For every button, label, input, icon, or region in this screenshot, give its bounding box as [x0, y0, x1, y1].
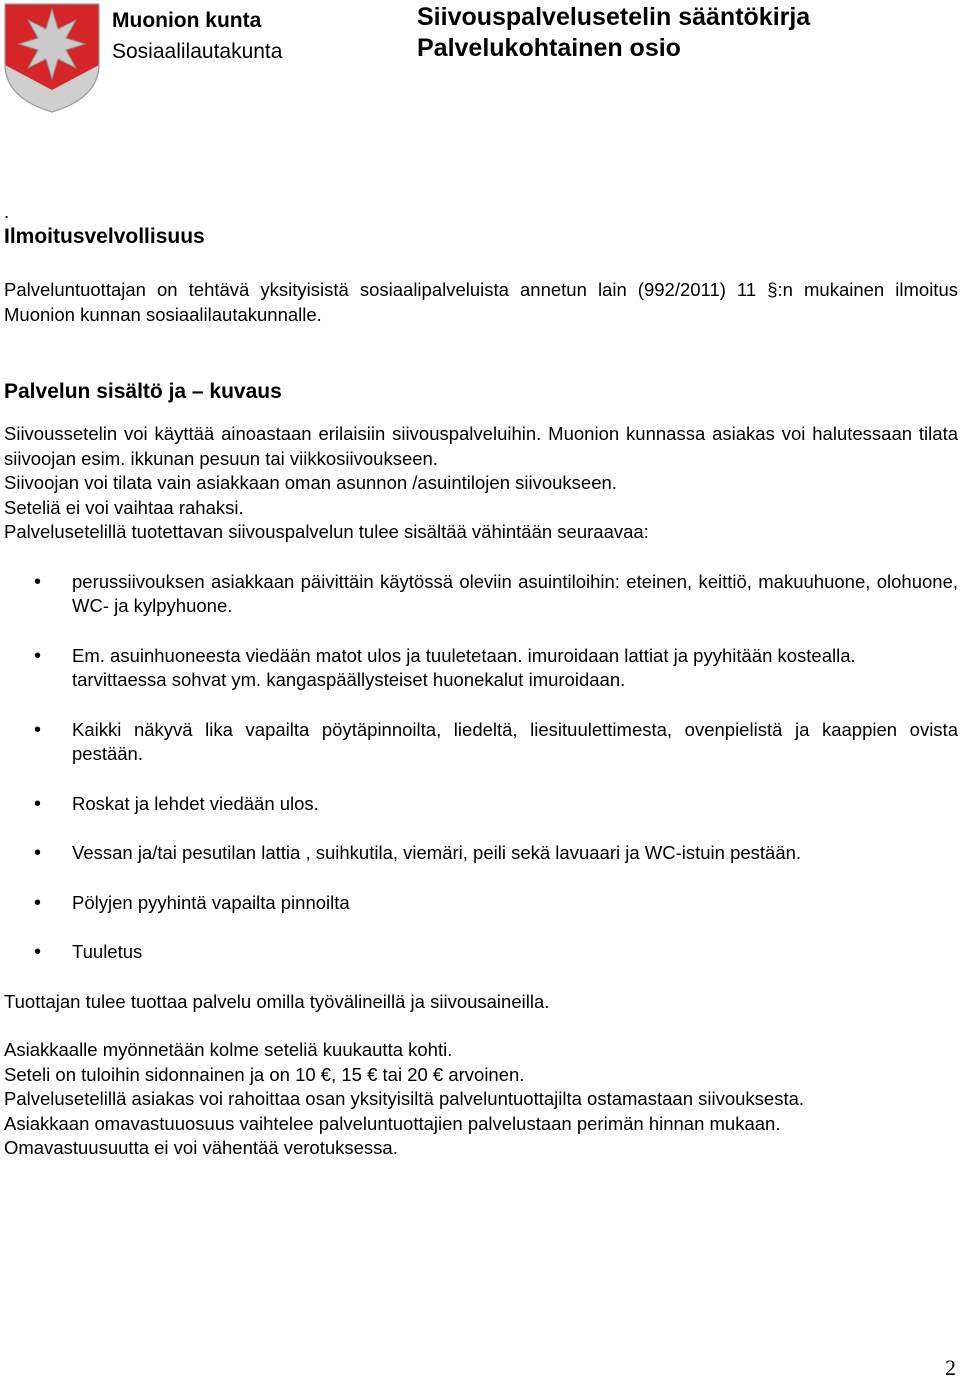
voucher-details	[4, 1038, 958, 1161]
coat-of-arms-logo	[3, 2, 101, 114]
stray-dot: .	[4, 201, 10, 222]
tools-sentence: Tuottajan tulee tuottaa palvelu omilla työvälineillä ja siivousaineilla.	[4, 990, 550, 1012]
org-unit: Sosiaalilautakunta	[112, 40, 283, 63]
org-name: Muonion kunta	[112, 9, 262, 32]
list-item	[4, 644, 958, 693]
document-body	[4, 200, 958, 1161]
list-item	[4, 792, 958, 817]
document-subtitle: Palvelukohtainen osio	[417, 34, 681, 62]
content-intro	[4, 422, 958, 545]
intro-line: Seteliä ei voi vaihtaa rahaksi.	[4, 496, 244, 518]
requirements-list	[4, 570, 958, 965]
page-number: 2	[945, 1355, 956, 1380]
intro-line: Siivoussetelin voi käyttää ainoastaan erilaisiin siivouspalveluihin. Muonion kunnassa asiakas voi halutessaan tilata siivoojan esim. ikkunan pesuun tai viikkosiivoukseen.	[4, 423, 958, 469]
list-item-text: Roskat ja lehdet viedään ulos.	[72, 792, 319, 814]
list-item-text: Kaikki näkyvä lika vapailta pöytäpinnoilta, liedeltä, liesituulettimesta, ovenpielistä ja kaappien ovista pestään.	[72, 718, 958, 764]
document-title: Siivouspalvelusetelin sääntökirja	[417, 3, 811, 31]
list-item	[4, 718, 958, 767]
list-item	[4, 570, 958, 619]
list-item	[4, 841, 958, 866]
list-item-text: tarvittaessa sohvat ym. kangaspäällysteiset huonekalut imuroidaan.	[72, 669, 626, 690]
notification-paragraph: Palveluntuottajan on tehtävä yksityisistä sosiaalipalveluista annetun lain (992/2011) 11 §:n mukainen ilmoitus Muonion kunnan sosiaalilautakunnalle.	[4, 279, 958, 325]
list-item-text: Vessan ja/tai pesutilan lattia , suihkutila, viemäri, peili sekä lavuaari ja WC-istuin pestään.	[72, 842, 802, 863]
voucher-line: Palvelusetelillä asiakas voi rahoittaa osan yksityisiltä palveluntuottajilta ostamastaan siivouksesta.	[4, 1088, 805, 1109]
list-item	[4, 940, 958, 965]
list-item-text: Pölyjen pyyhintä vapailta pinnoilta	[72, 891, 350, 913]
list-item-text: perussiivouksen asiakkaan päivittäin käytössä oleviin asuintiloihin: eteinen, keittiö, makuuhuone, olohuone, WC- ja kylpyhuone.	[72, 570, 958, 616]
voucher-line: Seteli on tuloihin sidonnainen ja on 10 €, 15 € tai 20 € arvoinen.	[4, 1063, 525, 1085]
voucher-line: Omavastuusuutta ei voi vähentää verotuksessa.	[4, 1137, 398, 1158]
list-item	[4, 891, 958, 916]
voucher-line: Asiakkaalle myönnetään kolme seteliä kuukautta kohti.	[4, 1039, 453, 1060]
section-heading-content: Palvelun sisältö ja – kuvaus	[4, 380, 282, 403]
intro-line: Palvelusetelillä tuotettavan siivouspalvelun tulee sisältää vähintään seuraavaa:	[4, 521, 649, 542]
section-heading-notification: Ilmoitusvelvollisuus	[4, 225, 205, 248]
list-item-text: Em. asuinhuoneesta viedään matot ulos ja tuuletetaan. imuroidaan lattiat ja pyyhitään kostealla.	[72, 644, 856, 666]
intro-line: Siivoojan voi tilata vain asiakkaan oman asunnon /asuintilojen siivoukseen.	[4, 472, 617, 493]
organization-block	[112, 5, 282, 67]
document-title-block	[417, 2, 810, 64]
voucher-line: Asiakkaan omavastuuosuus vaihtelee palveluntuottajien palvelustaan perimän hinnan mukaan.	[4, 1112, 781, 1134]
list-item-text: Tuuletus	[72, 941, 143, 962]
